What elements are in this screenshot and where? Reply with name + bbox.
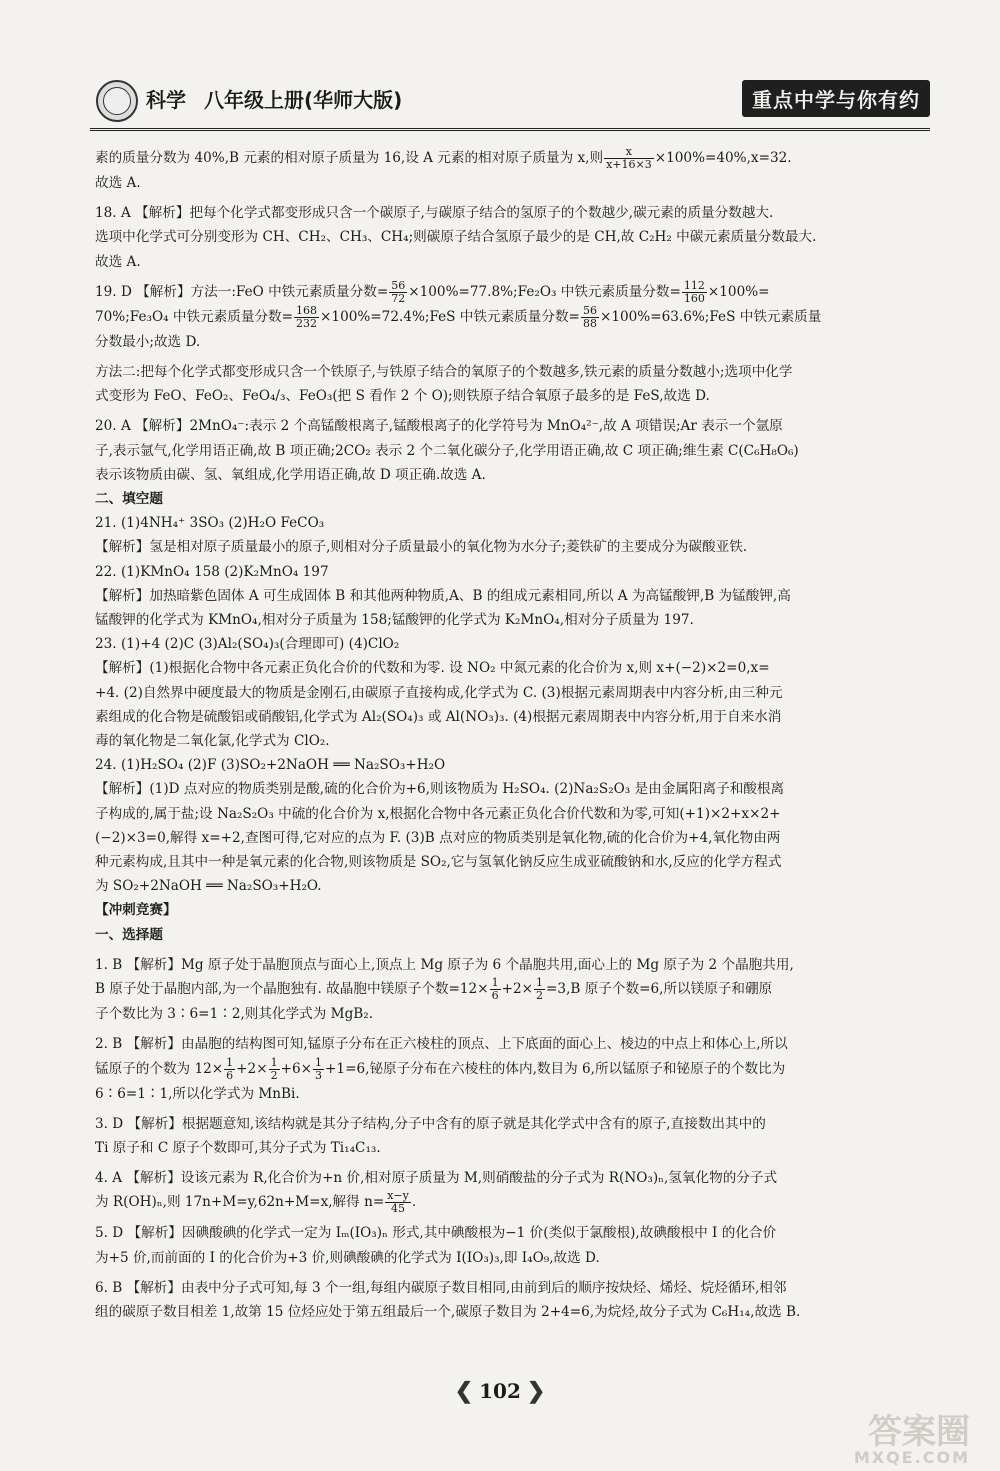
line-text: (−2)×3=0,解得 x=+2,查图可得,它对应的点为 F. (3)B 点对应的物质类别是氧化物,硫的化合价为+4,氧化物由两 bbox=[95, 829, 781, 846]
line-text-continued: +2× bbox=[501, 981, 534, 998]
text-line bbox=[95, 1166, 930, 1190]
fraction-numerator: 1 bbox=[226, 1055, 234, 1069]
section-heading bbox=[95, 923, 930, 947]
line-text: 23. (1)+4 (2)C (3)Al₂(SO₄)₃(合理即可) (4)ClO₂ bbox=[95, 636, 400, 653]
fraction-numerator: 1 bbox=[270, 1055, 278, 1069]
text-line bbox=[95, 1057, 930, 1082]
line-text: 素组成的化合物是硫酸铝或硝酸铝,化学式为 Al₂(SO₄)₃ 或 Al(NO₃)₃. (4)根据元素周期表中内容分析,用于自来水消 bbox=[95, 708, 782, 725]
line-text: 20. A 【解析】2MnO₄⁻:表示 2 个高锰酸根离子,锰酸根离子的化学符号为 MnO₄²⁻,故 A 项错误;Ar 表示一个氩原 bbox=[95, 418, 783, 435]
section-heading bbox=[95, 487, 930, 511]
line-text: 子构成的,属于盐;设 Na₂S₂O₃ 中硫的化合价为 x,根据化合物中各元素正负化合价代数和为零,可知(+1)×2+x×2+ bbox=[95, 805, 781, 822]
watermark bbox=[853, 1412, 970, 1467]
text-line bbox=[95, 1032, 930, 1056]
text-line bbox=[95, 874, 930, 898]
text-line bbox=[95, 146, 930, 171]
text-line bbox=[95, 560, 930, 584]
line-text: 子,表示氩气,化学用语正确,故 B 项正确;2CO₂ 表示 2 个二氧化碳分子,化学用语正确,故 C 项正确;维生素 C(C₆H₈O₆) bbox=[95, 442, 799, 459]
text-line bbox=[95, 729, 930, 753]
line-text: 毒的氧化物是二氧化氯,化学式为 ClO₂. bbox=[95, 733, 330, 750]
text-line bbox=[95, 250, 930, 274]
line-text: 为 R(OH)ₙ,则 17n+M=y,62n+M=x,解得 n= bbox=[95, 1194, 385, 1211]
line-text: 2. B 【解析】由晶胞的结构图可知,锰原子分布在正六棱柱的顶点、上下底面的面心上、棱边的中点上和体心上,所以 bbox=[95, 1036, 788, 1053]
line-text: 组的碳原子数目相差 1,故第 15 位烃应处于第五组最后一个,碳原子数目为 2+4=6,为烷烃,故分子式为 C₆H₁₄,故选 B. bbox=[95, 1303, 801, 1320]
fraction-numerator: 112 bbox=[683, 278, 705, 292]
line-text: 分数最小;故选 D. bbox=[95, 333, 201, 350]
line-text-continued: +2× bbox=[236, 1060, 268, 1077]
fraction-numerator: 1 bbox=[315, 1055, 323, 1069]
line-text: 为 SO₂+2NaOH ══ Na₂SO₃+H₂O. bbox=[95, 878, 322, 895]
line-text: 故选 A. bbox=[95, 253, 141, 270]
text-line bbox=[95, 850, 930, 874]
line-text-continued: ×100%=63.6%;FeS 中铁元素质量 bbox=[599, 308, 822, 325]
text-line bbox=[95, 753, 930, 777]
line-text-continued: ×100%=40%,x=32. bbox=[654, 150, 792, 166]
line-text-continued: . bbox=[411, 1194, 417, 1211]
line-text: 6. B 【解析】由表中分子式可知,每 3 个一组,每组内碳原子数目相同,由前到后的顺序按炔烃、烯烃、烷烃循环,相邻 bbox=[95, 1279, 787, 1296]
text-line bbox=[95, 777, 930, 801]
line-text: 22. (1)KMnO₄ 158 (2)K₂MnO₄ 197 bbox=[95, 563, 329, 580]
line-text: 【解析】加热暗紫色固体 A 可生成固体 B 和其他两种物质,A、B 的组成元素相同,所以 A 为高锰酸钾,B 为锰酸钾,高 bbox=[95, 587, 791, 604]
text-line bbox=[95, 584, 930, 608]
fraction-denominator: 72 bbox=[391, 291, 406, 305]
line-text-continued: =3,B 原子个数=6,所以镁原子和硼原 bbox=[546, 981, 773, 998]
text-line bbox=[95, 608, 930, 632]
line-text: 24. (1)H₂SO₄ (2)F (3)SO₂+2NaOH ══ Na₂SO₃+H₂O bbox=[95, 757, 446, 774]
text-line bbox=[95, 201, 930, 225]
line-text: B 原子处于晶胞内部,为一个晶胞独有. 故晶胞中镁原子个数=12× bbox=[95, 981, 489, 998]
text-line bbox=[95, 802, 930, 826]
line-text: 【解析】氢是相对原子质量最小的原子,则相对分子质量最小的氧化物为水分子;菱铁矿的主要成分为碳酸亚铁. bbox=[95, 539, 748, 556]
fraction-numerator: x−y bbox=[387, 1189, 409, 1203]
left-ornament-icon: ❮ bbox=[454, 1378, 474, 1404]
line-text: 【冲刺竞赛】 bbox=[95, 902, 177, 919]
fraction-denominator: 2 bbox=[270, 1068, 278, 1082]
answer-content bbox=[95, 146, 930, 1324]
line-text: 锰原子的个数为 12× bbox=[95, 1060, 224, 1077]
line-text: 故选 A. bbox=[95, 175, 141, 191]
fraction bbox=[294, 305, 319, 330]
fraction bbox=[490, 977, 501, 1002]
fraction-denominator: 160 bbox=[683, 291, 705, 305]
line-text: 70%;Fe₃O₄ 中铁元素质量分数= bbox=[95, 308, 294, 325]
line-text: 方法二:把每个化学式都变形成只含一个铁原子,与铁原子结合的氧原子的个数越多,铁元素的质量分数越小;选项中化学 bbox=[95, 364, 793, 381]
series-badge: 重点中学与你有约 bbox=[742, 80, 930, 117]
line-text: Ti 原子和 C 原子个数即可,其分子式为 Ti₁₄C₁₃. bbox=[95, 1139, 381, 1156]
text-line bbox=[95, 705, 930, 729]
text-line bbox=[95, 225, 930, 249]
line-text: +4. (2)自然界中硬度最大的物质是金刚石,由碳原子直接构成,化学式为 C. (3)根据元素周期表中内容分析,由三种元 bbox=[95, 684, 783, 701]
text-line bbox=[95, 1276, 930, 1300]
fraction-numerator: 56 bbox=[391, 278, 406, 292]
text-line bbox=[95, 1300, 930, 1324]
line-text: 3. D 【解析】根据题意知,该结构就是其分子结构,分子中含有的原子就是其化学式中含有的原子,直接数出其中的 bbox=[95, 1115, 766, 1132]
text-line bbox=[95, 330, 930, 354]
fraction bbox=[313, 1057, 324, 1082]
text-line bbox=[95, 1190, 930, 1215]
text-line bbox=[95, 463, 930, 487]
page-header bbox=[90, 78, 930, 131]
right-ornament-icon: ❯ bbox=[526, 1378, 546, 1404]
subject-label: 科学 bbox=[146, 88, 186, 112]
line-text: 种元素构成,且其中一种是氧元素的化合物,则该物质是 SO₂,它与氢氧化钠反应生成亚硫酸钠和水,反应的化学方程式 bbox=[95, 854, 782, 871]
text-line bbox=[95, 826, 930, 850]
text-line bbox=[95, 384, 930, 408]
line-text: 式变形为 FeO、FeO₂、FeO₄/₃、FeO₃(把 S 看作 2 个 O);则铁原子结合氧原子最多的是 FeS,故选 D. bbox=[95, 388, 710, 405]
text-line bbox=[95, 977, 930, 1002]
fraction bbox=[269, 1057, 280, 1082]
line-text: 一、选择题 bbox=[95, 926, 163, 943]
text-line bbox=[95, 305, 930, 330]
fraction-denominator: 88 bbox=[582, 316, 597, 330]
text-line bbox=[95, 535, 930, 559]
text-line bbox=[95, 632, 930, 656]
fraction-numerator: 1 bbox=[536, 976, 544, 990]
fraction-denominator: 45 bbox=[391, 1202, 406, 1216]
fraction bbox=[682, 280, 707, 305]
fraction-denominator: 232 bbox=[296, 316, 318, 330]
fraction-denominator: 6 bbox=[491, 989, 499, 1003]
line-text-continued: ×100%=77.8%;Fe₂O₃ 中铁元素质量分数= bbox=[408, 283, 681, 300]
watermark-text: 答案圈 bbox=[868, 1412, 970, 1452]
text-line bbox=[95, 1002, 930, 1026]
text-line bbox=[95, 953, 930, 977]
fraction-numerator: 1 bbox=[491, 976, 499, 990]
line-text: 18. A 【解析】把每个化学式都变形成只含一个碳原子,与碳原子结合的氢原子的个数越少,碳元素的质量分数越大. bbox=[95, 205, 774, 222]
page-number-text: 102 bbox=[479, 1379, 521, 1403]
line-text: 4. A 【解析】设该元素为 R,化合价为+n 价,相对原子质量为 M,则硝酸盐的分子式为 R(NO₃)ₙ,氢氧化物的分子式 bbox=[95, 1170, 778, 1187]
line-text: 5. D 【解析】因碘酸碘的化学式一定为 Iₘ(IO₃)ₙ 形式,其中碘酸根为−1 价(类似于氯酸根),故碘酸根中 I 的化合价 bbox=[95, 1225, 777, 1242]
fraction bbox=[534, 977, 545, 1002]
text-line bbox=[95, 439, 930, 463]
line-text: 表示该物质由碳、氢、氧组成,化学用语正确,故 D 项正确.故选 A. bbox=[95, 466, 486, 483]
fraction bbox=[604, 146, 654, 171]
fraction-denominator: 6 bbox=[226, 1068, 234, 1082]
fraction bbox=[385, 1190, 411, 1215]
watermark-url: MXQE.COM bbox=[853, 1448, 970, 1467]
line-text: 素的质量分数为 40%,B 元素的相对原子质量为 16,设 A 元素的相对原子质量为 x,则 bbox=[95, 150, 604, 166]
text-line bbox=[95, 511, 930, 535]
text-line bbox=[95, 1112, 930, 1136]
line-text-continued: +6× bbox=[280, 1060, 313, 1077]
line-text: 二、填空题 bbox=[95, 491, 163, 508]
text-line bbox=[95, 681, 930, 705]
fraction-denominator: x+16×3 bbox=[606, 158, 652, 171]
line-text: 子个数比为 3∶6=1∶2,则其化学式为 MgB₂. bbox=[95, 1006, 374, 1023]
line-text-continued: ×100%=72.4%;FeS 中铁元素质量分数= bbox=[320, 308, 580, 325]
fraction-denominator: 2 bbox=[536, 989, 544, 1003]
line-text-continued: +1=6,铋原子分布在六棱柱的体内,数目为 6,所以锰原子和铋原子的个数比为 bbox=[325, 1060, 786, 1077]
fraction bbox=[581, 305, 599, 330]
book-title bbox=[146, 84, 420, 113]
fraction-numerator: 56 bbox=[582, 303, 597, 317]
section-heading bbox=[95, 898, 930, 922]
fraction bbox=[389, 280, 407, 305]
line-text: 6∶6=1∶1,所以化学式为 MnBi. bbox=[95, 1085, 300, 1102]
text-line bbox=[95, 280, 930, 305]
line-text: 锰酸钾的化学式为 KMnO₄,相对分子质量为 158;锰酸钾的化学式为 K₂MnO₄,相对分子质量为 197. bbox=[95, 612, 694, 629]
line-text: 为+5 价,而前面的 I 的化合价为+3 价,则碘酸碘的化学式为 I(IO₃)₃,即 I₄O₉,故选 D. bbox=[95, 1249, 600, 1266]
text-line bbox=[95, 1246, 930, 1270]
line-text: 【解析】(1)根据化合物中各元素正负化合价的代数和为零. 设 NO₂ 中氮元素的化合价为 x,则 x+(−2)×2=0,x= bbox=[95, 660, 770, 677]
text-line bbox=[95, 656, 930, 680]
line-text: 选项中化学式可分别变形为 CH、CH₂、CH₃、CH₄;则碳原子结合氢原子最少的是 CH,故 C₂H₂ 中碳元素质量分数最大. bbox=[95, 229, 817, 246]
school-emblem-icon bbox=[96, 80, 138, 122]
page-number bbox=[440, 1376, 560, 1406]
line-text-continued: ×100%= bbox=[707, 283, 770, 300]
text-line bbox=[95, 1136, 930, 1160]
line-text: 1. B 【解析】Mg 原子处于晶胞顶点与面心上,顶点上 Mg 原子为 6 个晶胞共用,面心上的 Mg 原子为 2 个晶胞共用, bbox=[95, 956, 794, 973]
text-line bbox=[95, 360, 930, 384]
text-line bbox=[95, 414, 930, 438]
line-text: 21. (1)4NH₄⁺ 3SO₃ (2)H₂O FeCO₃ bbox=[95, 515, 325, 532]
line-text: 19. D 【解析】方法一:FeO 中铁元素质量分数= bbox=[95, 283, 389, 300]
text-line bbox=[95, 1221, 930, 1245]
line-text: 【解析】(1)D 点对应的物质类别是酸,硫的化合价为+6,则该物质为 H₂SO₄. (2)Na₂S₂O₃ 是由金属阳离子和酸根离 bbox=[95, 781, 785, 798]
fraction-numerator: 168 bbox=[296, 303, 318, 317]
fraction-denominator: 3 bbox=[315, 1068, 323, 1082]
fraction-numerator: x bbox=[604, 146, 654, 159]
text-line bbox=[95, 1082, 930, 1106]
text-line bbox=[95, 171, 930, 195]
grade-label: 八年级上册(华师大版) bbox=[204, 88, 403, 112]
fraction bbox=[224, 1057, 235, 1082]
